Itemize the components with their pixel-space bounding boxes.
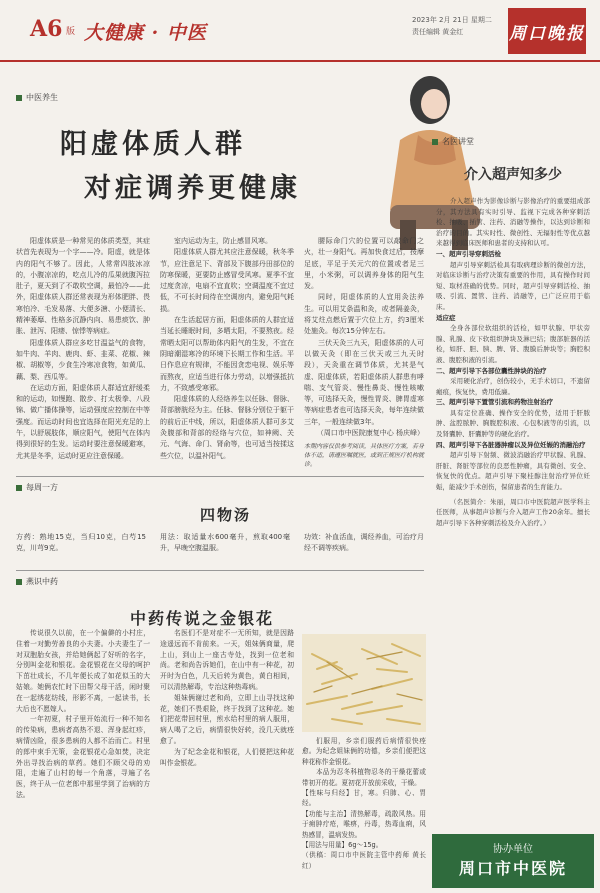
headline-line2: 对症调养更健康 <box>84 173 301 204</box>
article1-col1-p1: 阳虚体质是一种常见的体质类型，其症状首先表现为一个字——冷。阳虚，就是体内的阳气不够了。因此，人常常四肢冰凉的，小腹凉凉的，吃点儿冷的瓜果就腹泻拉肚子，夏天到了不敢吹空调，最怕冷——此外，阳虚体质人群还常表现为形体肥胖、畏寒怕冷、毛发易落、大便多溏、小便清长、精神萎靡、性格多沉静内向、易患痰饮、肿胀、泄泻、阳痿、惊悸等病症。 <box>16 237 150 336</box>
article2-col3-p4: 【功能与主治】清热解毒，疏散风热。用于痈肿疔疮，喉痹，丹毒，热毒血痢，风热感冒，温病发热。 <box>302 809 426 839</box>
tag-mingyi <box>432 136 474 147</box>
editor-text: 责任编辑 黄金红 <box>412 28 464 36</box>
dateline <box>412 14 492 38</box>
sidebar-body-3: 采用硬化治疗，创伤较小，无手术切口，不遗留瘢痕，恢复快，费用低廉。 <box>436 377 590 396</box>
sidebar-body-4: 具有定位准确、操作安全的优势，适用于肝脓肿、盆腔脓肿、胸腹腔积液、心包积液等的引流，以及肾囊肿、肝囊肿等的硬化治疗。 <box>436 408 590 439</box>
article2-col1-p2: 一年初夏，村子里开始流行一种不知名的传染病，患病者高热不退、浑身起红疹，病情凶险，很多患病的人都不治而亡。村里的郎中束手无策，金花银花心急如焚，决定外出寻找治病的草药。她们不顾父母的劝阻，走遍了山村的每一个角落，寻遍了名医，终于从一位老郎中那里学到了治病的方法。 <box>16 715 150 799</box>
article1-col3 <box>304 236 424 469</box>
sidebar-body <box>436 196 590 528</box>
article2-title: 中药传说之金银花 <box>130 609 275 628</box>
article2-col2-p2: 姐妹俩谢过老和尚，立即上山寻找这种花，她们不畏艰险，终于找到了这种花。她们把花带回村里，煎水给村里的病人服用，病人喝了之后，病情很快好转，没几天就痊愈了。 <box>160 693 294 745</box>
tag-square-icon <box>16 579 22 585</box>
sidebar-heading-3: 二、超声引导下各部位囊性肿块的治疗 <box>436 366 547 375</box>
article1-note: 本期内容仅供参考阅读，具体医疗方案，若身体不适，请遵医嘱就医，或到正规医疗机构就诊。 <box>304 443 425 469</box>
article1-byline: （周口市中医院康复中心 杨庆峰） <box>316 429 424 438</box>
recipe-title: 四物汤 <box>200 506 252 524</box>
tag-zoujin <box>16 576 58 587</box>
recipe-col2: 用法：取适量水600毫升，煎取400毫升，早晚空腹温服。 <box>160 533 290 553</box>
sidebar-heading-5: 四、超声引导下各脏器肿瘤以及异位妊娠的消融治疗 <box>436 440 586 449</box>
paper-logo: 周口晚报 <box>508 8 586 54</box>
article2-col2-p1: 名医们不是对症不一无所知，就是因路途遥远而不肯前来。一天，姐妹俩商量，爬上山，到山上一座古寺处，找到一位老和尚。老和尚告诉她们，在山中有一种花，初开时为白色，几天后转为黄色，黄白相间，可以清热解毒，专治这种热毒病。 <box>160 629 294 691</box>
article2-col2-p3: 为了纪念金花和银花，人们便把这种花叫作金银花。 <box>160 747 294 767</box>
divider-article2 <box>16 570 424 571</box>
sidebar-body-1: 超声引导穿刺活检具有取病理诊断的微创方法，对临床诊断与治疗决策有重要的作用，具有操作时间短、取材准确的优势。同时，超声引导穿刺活检、抽吸、引流、置管、注药、消融等，已广泛应用于临床。 <box>436 260 590 311</box>
sidebar-intro: 介入超声作为影像诊断与影像治疗的重要组成部分，其方法具有实时引导、监视下完成各种穿刺活检、抽吸、插管、注药、消融等操作，以达到诊断和治疗的目的。其实时性、微创性、无辐射性等优点越来越得到临床医师和患者的支持和认可。 <box>436 197 590 248</box>
sidebar-heading-2: 适应症 <box>436 313 456 322</box>
article2-col3 <box>302 736 426 871</box>
tag-square-icon <box>16 95 22 101</box>
article1-col1-p3: 在运动方面，阳虚体质人群适宜舒缓柔和的运动，如慢跑、散步、打太极拳、八段锦、做广播体操等，运动强度应控制在中等强度。而运动时间也宜选择在阳光充足的上午，以舒展肢体，顺应阳气，使阳气在体内得到很好的生发。运动时要注意保暖避寒，尤其是冬季，运动时更应注意保暖。 <box>16 383 150 460</box>
article1-col2-p3: 在生活起居方面，阳虚体质的人群宜适当延长睡眠时间，多晒太阳，不要熬夜。经常晒太阳可以帮助体内阳气的生发，不宜在阴暗潮湿寒冷的环境下长期工作和生活。平日作息应有规律，不能因贪恋电视、娱乐等而熬夜，应适当进行体力劳动，以增强抵抗力，不致感受寒邪。 <box>160 316 294 392</box>
article2-col3-p3: 【性味与归经】甘，寒。归肺、心、胃经。 <box>302 789 426 808</box>
tag-square-icon <box>432 139 438 145</box>
article2-col3-p2: 本品为忍冬科植物忍冬的干燥花蕾或带初开的花。夏初花开放前采收，干燥。 <box>302 768 426 787</box>
honeysuckle-photo <box>302 634 426 732</box>
article1-col3-p1: 腰际命门穴的位置可以敲命门之火，壮一身阳气。再加快食过后，按摩足底，平足于关元穴的位置或者足三里，小米粥，可以调养身体的阳气生发。 <box>304 237 424 291</box>
article1-col1-p2: 阳虚体质人群应多吃甘温益气的食物，如牛肉、羊肉、鹿肉、虾、韭菜、花椒、辣椒、胡椒等，少食生冷寒凉食物，如黄瓜、藕、梨、西瓜等。 <box>16 338 150 381</box>
sidebar-heading-1: 一、超声引导穿刺活检 <box>436 249 501 258</box>
article1-col2-p1: 室内运动为主，防止感冒风寒。 <box>174 237 272 245</box>
tag-zhongyi <box>16 92 58 103</box>
article1-col2 <box>160 236 294 462</box>
page-ban-label: 版 <box>66 27 76 37</box>
sidebar-title: 介入超声知多少 <box>464 167 562 183</box>
article2-col1 <box>16 628 150 801</box>
headline-line1: 阳虚体质人群 <box>60 129 246 160</box>
tag-label: 名医讲堂 <box>442 137 474 146</box>
article1-col1 <box>16 236 150 462</box>
tag-meizhou <box>16 482 58 493</box>
article2-col3-p1: 们服用，乡亲们服药后病情很快痊愈。为纪念姐妹俩的功德，乡亲们便把这种花称作金银花。 <box>302 737 426 766</box>
date-text: 2023年 2月 21日 星期二 <box>412 16 492 24</box>
recipe-col1: 方药：熟地15克，当归10克，白芍15克，川芎9克。 <box>16 533 146 553</box>
co-organizer-label: 协办单位 <box>493 844 533 855</box>
tag-label: 燕识中药 <box>26 577 58 586</box>
tag-label: 每周一方 <box>26 483 58 492</box>
co-organizer-box <box>432 834 594 888</box>
article2-col1-p1: 传说很久以前，在一个偏僻的小村庄，住着一对勤劳善良的小夫妻。小夫妻生了一对双胞胎女孩，并给她俩起了好听的名字，分别叫金花和银花。金花银花在父母的呵护下茁壮成长，不几年便长成了如花似玉的大姑娘。她俩农忙时下田帮父母干活，闲时聚在一起绣花纺线，形影不离，一起读书，长大后也不愿嫁人。 <box>16 629 150 713</box>
article2-col3-p5: 【用法与用量】6g～15g。 <box>302 841 383 850</box>
sidebar-author: （名医简介：朱丽，周口市中医院超声医学科主任医师，从事超声诊断与介入超声工作20余年。擅长超声引导下各种穿刺活检及介入治疗。） <box>436 497 590 527</box>
section-title: 大健康 · 中医 <box>84 22 207 44</box>
page-number: A6 <box>30 16 63 42</box>
masthead <box>0 0 600 62</box>
co-organizer-unit: 周口市中医院 <box>458 859 567 878</box>
sidebar-body-2: 全身各部位软组织的活检，如甲状腺、甲状旁腺、乳腺、皮下软组织肿块及淋巴结；腹部脏器的活检，如肝、胆、胰、脾、肾、腹膜后肿块等；胸腔积液、腹腔积液的引流。 <box>436 324 590 364</box>
tag-square-icon <box>16 485 22 491</box>
article1-col3-p3: 三伏天灸三九天，阳虚体质的人可以做天灸（即在三伏天或三九天时段），天灸重在调节体质，尤其是气虚、阳虚体质，若阳虚体质人群患有哮喘、支气管炎、慢性鼻炎、慢性咳嗽等，可选择天灸，慢性胃炎、脾胃虚寒等病症患者也可选择天灸，每年连续做三年，一般连续做3年。 <box>304 338 424 426</box>
article2-col3-p6: （供稿：周口市中医院主管中药师 黄长红） <box>302 851 426 870</box>
article1-col2-p4: 阳虚体质的人经络养生以任脉、督脉、背部膀胱经为主。任脉、督脉分别位于躯干的前后正中线，所以，阳虚体质人群可多艾灸腹部和背部的经络与穴位，如神阙、关元、气海、命门、肾俞等，也可适当按揉这些穴位，以温补阳气。 <box>160 395 294 460</box>
recipe-col3: 功效：补血活血，调经养血，可治疗月经不调等疾病。 <box>304 533 424 553</box>
sidebar-heading-4: 三、超声引导下置管引流和药物注射治疗 <box>436 398 553 407</box>
article1-col2-p2: 阳虚体质人群尤其应注意保暖，秋冬季节，应注意足下、背部及下腹部丹田部位的防寒保暖，更要防止感冒受风寒。夏季不宜过度贪凉，电扇不宜直吹；空调温度不宜过低，不可长时间待在空调房内，避免阳气耗损。 <box>160 248 294 313</box>
article2-col2 <box>160 628 294 768</box>
sidebar-body-5: 超声引导下射频、微波消融治疗甲状腺、乳腺、肝脏、肾脏等部位的良恶性肿瘤，具有微创、安全、恢复快的优点。超声引导下聚桂醇注射治疗异位妊娠，能减少手术创伤，保留患者的生育能力。 <box>436 451 590 492</box>
tag-label: 中医养生 <box>26 93 58 102</box>
sidebar <box>432 136 594 832</box>
divider-recipe <box>16 476 424 477</box>
article1-col3-p2: 同时，阳虚体质的人宜用灸法养生。可以用艾条温和灸，或者隔姜灸，将艾炷点燃后置于穴位上方，约3厘米处施灸。每次15分钟左右。 <box>304 293 424 336</box>
